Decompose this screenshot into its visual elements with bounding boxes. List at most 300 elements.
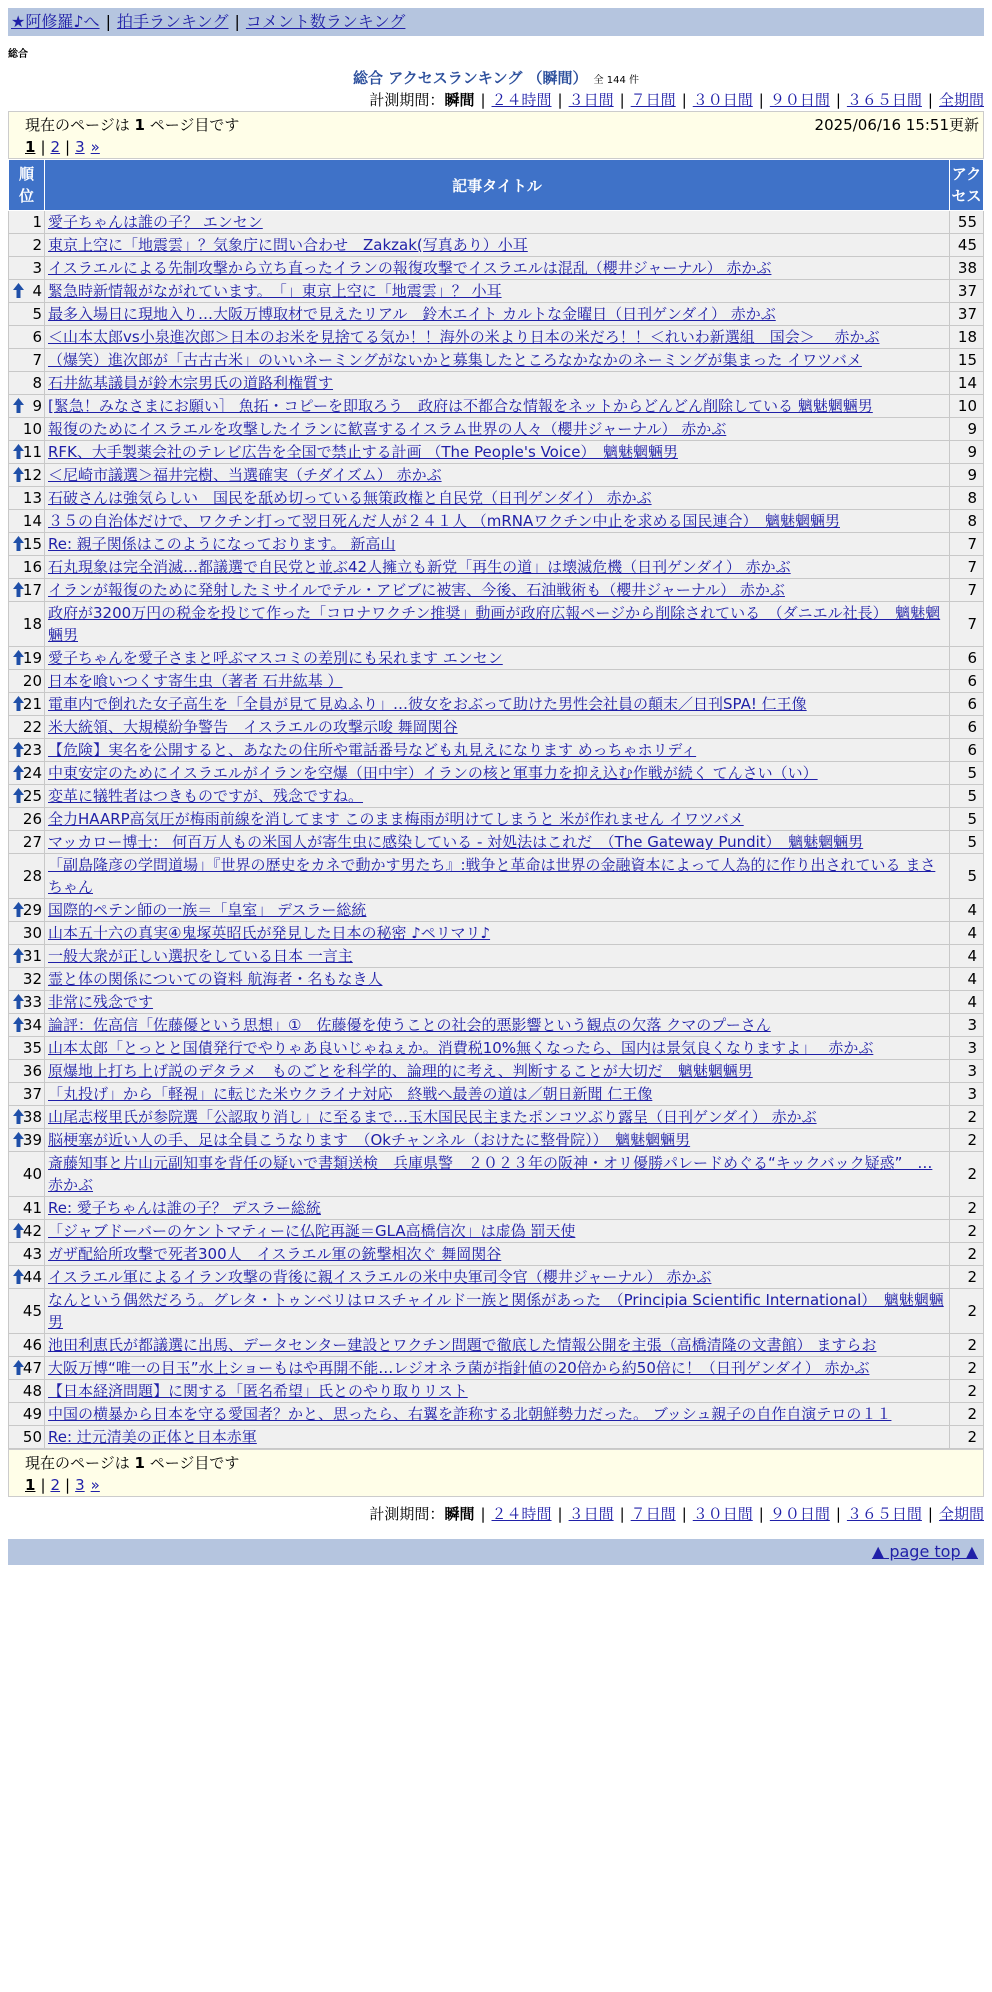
- title-header: 記事タイトル: [45, 160, 950, 211]
- period-separator: |: [835, 1505, 841, 1523]
- rank-cell: 7: [9, 349, 45, 372]
- top-navigation-bar: [8, 8, 984, 36]
- period-link[interactable]: ９０日間: [769, 91, 830, 109]
- period-link[interactable]: ３６５日間: [846, 1505, 922, 1523]
- rank-up-arrow-icon: [13, 1132, 24, 1148]
- title-cell: [45, 1037, 950, 1060]
- access-count: 14: [950, 372, 984, 395]
- article-link[interactable]: 脳梗塞が近い人の手、足は全員こうなります （Okチャンネル（おけたに整骨院）） 魑魅魍魎男: [48, 1131, 691, 1149]
- article-link[interactable]: 大阪万博“唯一の目玉”水上ショーもはや再開不能…レジオネラ菌が指針値の20倍から約50倍に！（日刊ゲンダイ） 赤かぶ: [48, 1359, 870, 1377]
- period-separator: |: [927, 91, 933, 109]
- table-row: [9, 395, 984, 418]
- access-count: 5: [950, 785, 984, 808]
- rank-cell: 8: [9, 372, 45, 395]
- title-cell: [45, 211, 950, 234]
- table-row: [9, 441, 984, 464]
- article-link[interactable]: 論評：佐高信「佐藤優という思想」① 佐藤優を使うことの社会的悪影響という観点の欠落 クマのプーさん: [48, 1016, 771, 1034]
- period-separator: |: [758, 1505, 764, 1523]
- table-row: [9, 349, 984, 372]
- article-link[interactable]: イスラエル軍によるイラン攻撃の背後に親イスラエルの米中央軍司令官（櫻井ジャーナル） 赤かぶ: [48, 1268, 712, 1286]
- period-link[interactable]: ３日間: [568, 91, 614, 109]
- title-cell: [45, 808, 950, 831]
- article-link[interactable]: 政府が3200万円の税金を投じて作った「コロナワクチン推奨」動画が政府広報ページから削除されている （ダニエル社長） 魑魅魍魎男: [48, 604, 941, 644]
- article-link[interactable]: 【危険】実名を公開すると、あなたの住所や電話番号なども丸見えになります めっちゃホリディ: [48, 741, 697, 759]
- access-count: 38: [950, 257, 984, 280]
- rank-cell: 3: [9, 257, 45, 280]
- rank-cell: 42: [9, 1220, 45, 1243]
- table-row: [9, 854, 984, 899]
- rank-up-arrow-icon: [13, 788, 24, 804]
- article-link[interactable]: 「丸投げ」から「軽視」に転じた米ウクライナ対応 終戦へ最善の道は／朝日新聞 仁王像: [48, 1085, 653, 1103]
- home-link[interactable]: ★阿修羅♪へ: [11, 12, 100, 31]
- table-row: [9, 1197, 984, 1220]
- rank-header: 順 位: [9, 160, 45, 211]
- title-cell: [45, 280, 950, 303]
- table-row: [9, 716, 984, 739]
- title-cell: [45, 1129, 950, 1152]
- article-link[interactable]: ＜山本太郎vs小泉進次郎＞日本のお米を見捨てる気か！！海外の米より日本の米だろ！！＜れいわ新選組 国会＞ 赤かぶ: [48, 328, 880, 346]
- period-separator: |: [480, 1505, 486, 1523]
- title-cell: [45, 670, 950, 693]
- period-separator: |: [758, 91, 764, 109]
- period-label: 計測期間：: [369, 1505, 445, 1523]
- rank-cell: 11: [9, 441, 45, 464]
- article-link[interactable]: イスラエルによる先制攻撃から立ち直ったイランの報復攻撃でイスラエルは混乱（櫻井ジャーナル） 赤かぶ: [48, 259, 772, 277]
- rank-cell: 23: [9, 739, 45, 762]
- table-row: [9, 762, 984, 785]
- article-link[interactable]: 最多入場日に現地入り…大阪万博取材で見えたリアル 鈴木エイト カルトな金曜日（日刊ゲンダイ） 赤かぶ: [48, 305, 776, 323]
- article-link[interactable]: [緊急！みなさまにお願い］ 魚拓・コピーを即取ろう 政府は不都合な情報をネットからどんどん削除している 魑魅魍魎男: [48, 397, 873, 415]
- article-link[interactable]: Re: 親子関係はこのようになっております。 新高山: [48, 535, 396, 553]
- title-cell: [45, 1426, 950, 1449]
- period-link[interactable]: ３０日間: [692, 91, 753, 109]
- title-cell: [45, 602, 950, 647]
- table-row: [9, 1060, 984, 1083]
- rank-up-arrow-icon: [13, 994, 24, 1010]
- rank-cell: 15: [9, 533, 45, 556]
- access-count: 37: [950, 280, 984, 303]
- rank-cell: 12: [9, 464, 45, 487]
- article-link[interactable]: ＜尼崎市議選＞福井完樹、当選確実（チダイズム） 赤かぶ: [48, 466, 442, 484]
- article-link[interactable]: ３５の自治体だけで、ワクチン打って翌日死んだ人が２４１人 （mRNAワクチン中止を求める国民連合） 魑魅魍魎男: [48, 512, 840, 530]
- title-cell: [45, 1220, 950, 1243]
- period-link[interactable]: ７日間: [630, 1505, 676, 1523]
- pager-top: [25, 136, 983, 158]
- rank-up-arrow-icon: [13, 765, 24, 781]
- access-count: 7: [950, 602, 984, 647]
- title-cell: [45, 1197, 950, 1220]
- period-link[interactable]: ３日間: [568, 1505, 614, 1523]
- title-cell: [45, 257, 950, 280]
- table-row: [9, 1037, 984, 1060]
- rank-up-arrow-icon: [13, 1269, 24, 1285]
- access-count: 9: [950, 464, 984, 487]
- title-cell: [45, 968, 950, 991]
- article-link[interactable]: 池田利恵氏が都議選に出馬、データセンター建設とワクチン問題で徹底した情報公開を主張（高橋清隆の文書館） ますらお: [48, 1336, 877, 1354]
- ranking-body: [9, 211, 984, 1449]
- period-link[interactable]: ９０日間: [769, 1505, 830, 1523]
- ranking-table: [8, 159, 984, 1449]
- table-row: [9, 1106, 984, 1129]
- table-row: [9, 1266, 984, 1289]
- title-cell: [45, 533, 950, 556]
- access-count: 15: [950, 349, 984, 372]
- rank-up-arrow-icon: [13, 467, 24, 483]
- footer-bar: [8, 1539, 984, 1565]
- title-cell: [45, 991, 950, 1014]
- table-row: [9, 257, 984, 280]
- rank-up-arrow-icon: [13, 536, 24, 552]
- rank-cell: 22: [9, 716, 45, 739]
- table-row: [9, 1152, 984, 1197]
- table-row: [9, 1129, 984, 1152]
- rank-up-arrow-icon: [13, 902, 24, 918]
- table-row: [9, 464, 984, 487]
- title-cell: [45, 945, 950, 968]
- article-link[interactable]: 【日本経済問題】に関する「匿名希望」氏とのやり取りリスト: [48, 1382, 468, 1400]
- title-cell: [45, 922, 950, 945]
- rank-cell: 4: [9, 280, 45, 303]
- period-link[interactable]: ２４時間: [491, 1505, 552, 1523]
- period-selector-top: [8, 89, 984, 111]
- period-separator: |: [557, 1505, 563, 1523]
- rank-cell: 33: [9, 991, 45, 1014]
- rank-cell: 48: [9, 1380, 45, 1403]
- article-link[interactable]: 石破さんは強気らしい 国民を舐め切っている無策政権と自民党（日刊ゲンダイ） 赤かぶ: [48, 489, 652, 507]
- rank-cell: 24: [9, 762, 45, 785]
- page-info-box-top: [8, 111, 984, 159]
- rank-up-arrow-icon: [13, 582, 24, 598]
- article-link[interactable]: 「ジャブドーバーのケントマティーに仏陀再誕＝GLA高橋信次」は虚偽 罰天使: [48, 1222, 576, 1240]
- table-row: [9, 556, 984, 579]
- article-link[interactable]: 山本五十六の真実④鬼塚英昭氏が発見した日本の秘密 ♪ペリマリ♪: [48, 924, 491, 942]
- table-row: [9, 1334, 984, 1357]
- table-row: [9, 280, 984, 303]
- rank-up-arrow-icon: [13, 696, 24, 712]
- title-cell: [45, 1357, 950, 1380]
- rank-cell: 9: [9, 395, 45, 418]
- title-cell: [45, 647, 950, 670]
- rank-cell: 47: [9, 1357, 45, 1380]
- table-row: [9, 945, 984, 968]
- rank-up-arrow-icon: [13, 948, 24, 964]
- access-count: 7: [950, 533, 984, 556]
- table-row: [9, 808, 984, 831]
- access-count: 5: [950, 762, 984, 785]
- category-label: 総合: [8, 49, 28, 60]
- article-link[interactable]: 東京上空に「地震雲」？気象庁に問い合わせ Zakzak(写真あり）小耳: [48, 236, 528, 254]
- rank-cell: 41: [9, 1197, 45, 1220]
- rank-cell: 38: [9, 1106, 45, 1129]
- access-count: 3: [950, 1060, 984, 1083]
- period-separator: |: [681, 1505, 687, 1523]
- rank-cell: 40: [9, 1152, 45, 1197]
- rank-up-arrow-icon: [13, 1017, 24, 1033]
- access-count: 2: [950, 1266, 984, 1289]
- article-link[interactable]: 愛子ちゃんは誰の子？ エンセン: [48, 213, 263, 231]
- title-cell: [45, 831, 950, 854]
- access-count: 9: [950, 441, 984, 464]
- rank-cell: 35: [9, 1037, 45, 1060]
- table-row: [9, 647, 984, 670]
- table-row: [9, 1403, 984, 1426]
- pager-page-link[interactable]: 2: [50, 1476, 61, 1494]
- pager-separator: |: [40, 138, 46, 156]
- article-link[interactable]: 報復のためにイスラエルを攻撃したイランに歓喜するイスラム世界の人々（櫻井ジャーナル） 赤かぶ: [48, 420, 727, 438]
- table-row: [9, 1243, 984, 1266]
- access-count: 2: [950, 1197, 984, 1220]
- article-link[interactable]: ガザ配給所攻撃で死者300人 イスラエル軍の銃撃相次ぐ 舞岡関谷: [48, 1245, 502, 1263]
- current-page-text: 現在のページは 1 ページ目です: [25, 116, 240, 134]
- table-row: [9, 418, 984, 441]
- article-link[interactable]: 一般大衆が正しい選択をしている日本 一言主: [48, 947, 353, 965]
- article-link[interactable]: 緊急時新情報がながれています。 「」東京上空に「地震雲」？ 小耳: [48, 282, 502, 300]
- title-cell: [45, 349, 950, 372]
- title-cell: [45, 693, 950, 716]
- rank-cell: 31: [9, 945, 45, 968]
- access-count: 18: [950, 326, 984, 349]
- access-count: 3: [950, 1014, 984, 1037]
- table-row: [9, 510, 984, 533]
- rank-cell: 43: [9, 1243, 45, 1266]
- rank-cell: 39: [9, 1129, 45, 1152]
- table-row: [9, 1014, 984, 1037]
- article-link[interactable]: なんという偶然だろう。グレタ・トゥンベリはロスチャイルド一族と関係があった （Principia Scientific International） 魑魅魍魎男: [48, 1291, 944, 1331]
- article-link[interactable]: （爆笑）進次郎が「古古古米」のいいネーミングがないかと募集したところなかなかのネーミングが集まった イワツバメ: [48, 351, 862, 369]
- title-cell: [45, 556, 950, 579]
- period-link[interactable]: 全期間: [938, 1505, 984, 1523]
- table-row: [9, 303, 984, 326]
- title-cell: [45, 464, 950, 487]
- article-link[interactable]: 米大統領、大規模紛争警告 イスラエルの攻撃示唆 舞岡関谷: [48, 718, 458, 736]
- title-cell: [45, 716, 950, 739]
- article-link[interactable]: イランが報復のために発射したミサイルでテル・アビブに被害、今後、石油戦術も（櫻井ジャーナル） 赤かぶ: [48, 581, 785, 599]
- table-row: [9, 372, 984, 395]
- article-link[interactable]: 電車内で倒れた女子高生を「全員が見て見ぬふり」…彼女をおぶって助けた男性会社員の顛末／日刊SPA! 仁王像: [48, 695, 807, 713]
- title-cell: [45, 1266, 950, 1289]
- table-row: [9, 211, 984, 234]
- rank-cell: 10: [9, 418, 45, 441]
- access-count: 2: [950, 1152, 984, 1197]
- access-count: 7: [950, 556, 984, 579]
- clap-ranking-link[interactable]: 拍手ランキング: [116, 12, 229, 31]
- rank-cell: 20: [9, 670, 45, 693]
- nav-separator: |: [234, 12, 240, 31]
- title-cell: [45, 441, 950, 464]
- period-current: 瞬間: [444, 1505, 475, 1523]
- access-count: 4: [950, 991, 984, 1014]
- article-link[interactable]: 石井紘基議員が鈴木宗男氏の道路利権質す: [48, 374, 334, 392]
- title-cell: [45, 487, 950, 510]
- table-row: [9, 1083, 984, 1106]
- period-link[interactable]: 全期間: [938, 91, 984, 109]
- nav-separator: |: [105, 12, 111, 31]
- period-separator: |: [557, 91, 563, 109]
- updated-timestamp: 2025/06/16 15:51更新: [814, 116, 979, 134]
- rank-cell: 19: [9, 647, 45, 670]
- title-cell: [45, 899, 950, 922]
- table-row: [9, 785, 984, 808]
- rank-cell: 37: [9, 1083, 45, 1106]
- title-cell: [45, 1289, 950, 1334]
- access-count: 8: [950, 487, 984, 510]
- period-label: 計測期間：: [369, 91, 445, 109]
- title-cell: [45, 1083, 950, 1106]
- article-link[interactable]: 中国の横暴から日本を守る愛国者？かと、思ったら、右翼を詐称する北朝鮮勢力だった。 ブッシュ親子の自作自演テロの１１: [48, 1405, 892, 1423]
- title-cell: [45, 418, 950, 441]
- access-count: 4: [950, 945, 984, 968]
- access-count: 5: [950, 831, 984, 854]
- rank-cell: 26: [9, 808, 45, 831]
- table-row: [9, 991, 984, 1014]
- total-count: 全 144 件: [593, 75, 639, 86]
- table-row: [9, 1357, 984, 1380]
- access-count: 5: [950, 808, 984, 831]
- pager-current-page[interactable]: 1: [25, 138, 36, 156]
- pager-page-link[interactable]: 3: [75, 138, 85, 156]
- pager-current-page[interactable]: 1: [25, 1476, 36, 1494]
- access-count: 6: [950, 647, 984, 670]
- period-link[interactable]: ７日間: [630, 91, 676, 109]
- ranking-heading: [8, 67, 984, 89]
- access-count: 2: [950, 1289, 984, 1334]
- period-link[interactable]: ３０日間: [692, 1505, 753, 1523]
- access-count: 3: [950, 1083, 984, 1106]
- table-row: [9, 693, 984, 716]
- access-count: 5: [950, 854, 984, 899]
- table-row: [9, 487, 984, 510]
- table-row: [9, 533, 984, 556]
- access-count: 2: [950, 1106, 984, 1129]
- comment-ranking-link[interactable]: コメント数ランキング: [245, 12, 406, 31]
- rank-cell: 2: [9, 234, 45, 257]
- access-count: 2: [950, 1129, 984, 1152]
- pager-next[interactable]: »: [90, 1476, 100, 1494]
- access-count: 2: [950, 1220, 984, 1243]
- pager-page-link[interactable]: 3: [75, 1476, 85, 1494]
- rank-up-arrow-icon: [13, 398, 24, 414]
- access-count: 10: [950, 395, 984, 418]
- rank-cell: 1: [9, 211, 45, 234]
- rank-cell: 17: [9, 579, 45, 602]
- rank-up-arrow-icon: [13, 1109, 24, 1125]
- rank-cell: 32: [9, 968, 45, 991]
- access-count: 2: [950, 1403, 984, 1426]
- article-link[interactable]: 山本太郎「とっとと国債発行でやりゃあ良いじゃねぇか。消費税10%無くなったら、国内は景気良くなりますよ」 赤かぶ: [48, 1039, 874, 1057]
- rank-cell: 27: [9, 831, 45, 854]
- pager-bottom: [25, 1474, 983, 1496]
- title-cell: [45, 395, 950, 418]
- period-current: 瞬間: [444, 91, 475, 109]
- rank-cell: 45: [9, 1289, 45, 1334]
- article-link[interactable]: Re: 辻元清美の正体と日本赤軍: [48, 1428, 257, 1446]
- title-cell: [45, 234, 950, 257]
- rank-up-arrow-icon: [13, 742, 24, 758]
- access-count: 6: [950, 739, 984, 762]
- article-link[interactable]: 変革に犠牲者はつきものですが、残念ですね。: [48, 787, 364, 805]
- period-separator: |: [681, 91, 687, 109]
- access-count: 6: [950, 693, 984, 716]
- period-link[interactable]: ３６５日間: [846, 91, 922, 109]
- article-link[interactable]: 日本を喰いつくす寄生虫（著者 石井紘基 ）: [48, 672, 343, 690]
- rank-cell: 34: [9, 1014, 45, 1037]
- pager-page-link[interactable]: 2: [50, 138, 61, 156]
- period-separator: |: [619, 1505, 625, 1523]
- access-count: 2: [950, 1426, 984, 1449]
- title-cell: [45, 303, 950, 326]
- rank-up-arrow-icon: [13, 650, 24, 666]
- table-row: [9, 670, 984, 693]
- pager-separator: |: [65, 138, 71, 156]
- article-link[interactable]: RFK、大手製薬会社のテレビ広告を全国で禁止する計画 （The People's Voice） 魑魅魍魎男: [48, 443, 678, 461]
- title-cell: [45, 1152, 950, 1197]
- article-link[interactable]: 「副島隆彦の学問道場」『世界の歴史をカネで動かす男たち』:戦争と革命は世界の金融資本によって人為的に作り出されている まさちゃん: [48, 856, 936, 896]
- rank-cell: 46: [9, 1334, 45, 1357]
- table-row: [9, 831, 984, 854]
- title-cell: [45, 510, 950, 533]
- title-cell: [45, 1060, 950, 1083]
- article-link[interactable]: マッカロー博士： 何百万人もの米国人が寄生虫に感染している - 対処法はこれだ （The Gateway Pundit） 魑魅魍魎男: [48, 833, 864, 851]
- table-row: [9, 1289, 984, 1334]
- title-cell: [45, 1243, 950, 1266]
- access-count: 37: [950, 303, 984, 326]
- rank-up-arrow-icon: [13, 444, 24, 460]
- article-link[interactable]: 霊と体の関係についての資料 航海者・名もなき人: [48, 970, 383, 988]
- article-link[interactable]: 山尾志桜里氏が参院選「公認取り消し」に至るまで…玉木国民民主またポンコツぶり露呈（日刊ゲンダイ） 赤かぶ: [48, 1108, 817, 1126]
- table-row: [9, 579, 984, 602]
- access-count: 2: [950, 1357, 984, 1380]
- rank-cell: 14: [9, 510, 45, 533]
- article-link[interactable]: 斎藤知事と片山元副知事を背任の疑いで書類送検 兵庫県警 ２０２３年の阪神・オリ優勝パレードめぐる“キックバック疑惑” … 赤かぶ: [48, 1154, 933, 1194]
- access-count: 8: [950, 510, 984, 533]
- rank-cell: 36: [9, 1060, 45, 1083]
- rank-cell: 21: [9, 693, 45, 716]
- period-link[interactable]: ２４時間: [491, 91, 552, 109]
- rank-up-arrow-icon: [13, 1360, 24, 1376]
- pager-separator: |: [40, 1476, 46, 1494]
- article-link[interactable]: 原爆地上打ち上げ説のデタラメ ものごとを科学的、論理的に考え、判断することが大切だ 魑魅魍魎男: [48, 1062, 753, 1080]
- article-link[interactable]: 石丸現象は完全消滅…都議選で自民党と並ぶ42人擁立も新党「再生の道」は壊滅危機（日刊ゲンダイ） 赤かぶ: [48, 558, 791, 576]
- title-cell: [45, 762, 950, 785]
- current-page-text: 現在のページは 1 ページ目です: [25, 1454, 240, 1472]
- table-row: [9, 602, 984, 647]
- rank-cell: 18: [9, 602, 45, 647]
- access-count: 9: [950, 418, 984, 441]
- table-row: [9, 922, 984, 945]
- access-count: 2: [950, 1334, 984, 1357]
- pager-next[interactable]: »: [90, 138, 100, 156]
- article-link[interactable]: 全力HAARP高気圧が梅雨前線を消してます このまま梅雨が明けてしまうと 米が作れません イワツバメ: [48, 810, 744, 828]
- access-count: 55: [950, 211, 984, 234]
- rank-cell: 50: [9, 1426, 45, 1449]
- access-count: 6: [950, 716, 984, 739]
- article-link[interactable]: Re: 愛子ちゃんは誰の子？ デスラー総統: [48, 1199, 321, 1217]
- page-top-link[interactable]: ▲ page top ▲: [871, 1542, 978, 1561]
- access-count: 7: [950, 579, 984, 602]
- title-cell: [45, 579, 950, 602]
- period-separator: |: [835, 91, 841, 109]
- article-link[interactable]: 非常に残念です: [48, 993, 154, 1011]
- access-count: 6: [950, 670, 984, 693]
- rank-cell: 44: [9, 1266, 45, 1289]
- article-link[interactable]: 中東安定のためにイスラエルがイランを空爆（田中宇）イランの核と軍事力を抑え込む作戦が続く てんさい（い）: [48, 764, 818, 782]
- article-link[interactable]: 国際的ペテン師の一族＝「皇室」 デスラー総統: [48, 901, 367, 919]
- pager-separator: |: [65, 1476, 71, 1494]
- title-cell: [45, 1106, 950, 1129]
- rank-cell: 30: [9, 922, 45, 945]
- article-link[interactable]: 愛子ちゃんを愛子さまと呼ぶマスコミの差別にも呆れます エンセン: [48, 649, 503, 667]
- period-separator: |: [927, 1505, 933, 1523]
